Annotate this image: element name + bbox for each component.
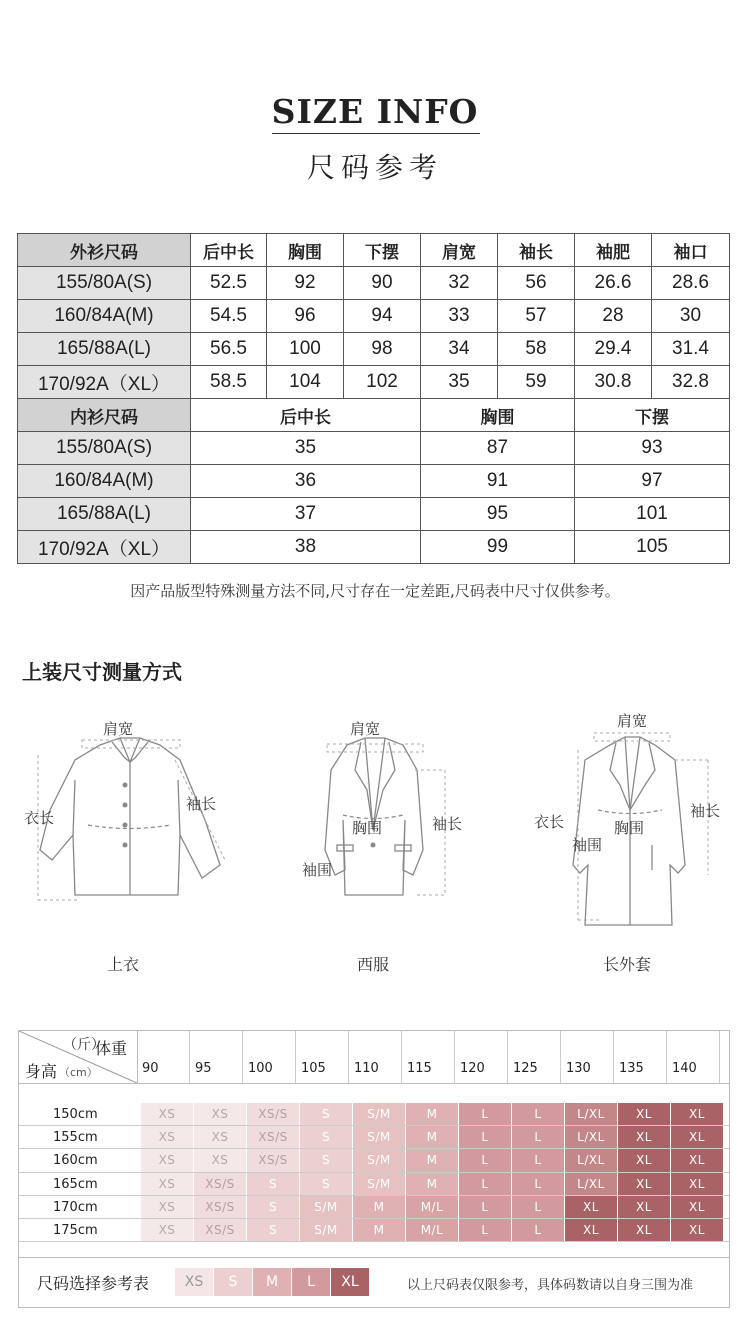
outer-value-cell: 96 — [267, 300, 344, 333]
corner-header — [19, 1031, 138, 1083]
height-value: 160cm — [53, 1153, 98, 1169]
outer-value-cell: 56 — [498, 267, 575, 300]
blazer-shoulder-label: 肩宽 — [350, 720, 381, 738]
size-cell: S — [247, 1196, 299, 1218]
outer-size-cell: 155/80A(S) — [18, 267, 191, 300]
size-cell: S — [300, 1173, 352, 1195]
measure-section-title: 上装尺寸测量方式 — [22, 660, 182, 684]
outer-value-cell: 104 — [267, 366, 344, 399]
weight-value: 115 — [407, 1061, 432, 1076]
inner-size-cell: 165/88A(L) — [18, 498, 191, 531]
size-cell: L — [512, 1149, 564, 1171]
weight-value: 130 — [566, 1061, 591, 1076]
blazer-name: 西服 — [356, 955, 389, 974]
outer-value-cell: 32.8 — [652, 366, 730, 399]
weight-column-header — [667, 1031, 720, 1083]
coat-sleeve-label: 袖长 — [690, 802, 721, 820]
size-cell: XS — [194, 1126, 246, 1148]
outer-size-cell: 160/84A(M) — [18, 300, 191, 333]
size-cell: L — [512, 1196, 564, 1218]
inner-value-cell: 97 — [575, 465, 730, 498]
size-cell: L — [512, 1126, 564, 1148]
outer-col-header: 袖长 — [498, 234, 575, 267]
outer-row — [18, 366, 730, 399]
size-cell: S/M — [300, 1219, 352, 1241]
outer-row — [18, 267, 730, 300]
inner-value-cell: 99 — [421, 531, 575, 564]
weight-value: 95 — [195, 1061, 212, 1076]
outer-value-cell: 30 — [652, 300, 730, 333]
height-label: 身高 — [25, 1062, 58, 1081]
size-cell: S/M — [353, 1173, 405, 1195]
blazer-chest-label: 胸围 — [352, 819, 383, 837]
weight-header-row — [19, 1031, 729, 1084]
size-cell: M — [406, 1149, 458, 1171]
size-cell: XS/S — [194, 1219, 246, 1241]
legend-swatch-l: L — [292, 1268, 330, 1296]
height-value: 155cm — [53, 1130, 98, 1146]
page-subtitle: 尺码参考 — [306, 151, 443, 184]
size-cell: XS — [141, 1103, 193, 1125]
size-cell: S — [247, 1219, 299, 1241]
size-cell: XS — [194, 1103, 246, 1125]
height-value: 175cm — [53, 1223, 98, 1238]
size-cell: L — [459, 1196, 511, 1218]
outer-value-cell: 57 — [498, 300, 575, 333]
outer-value-cell: 102 — [344, 366, 421, 399]
row-divider — [19, 1241, 729, 1242]
height-row-header — [19, 1103, 137, 1125]
inner-value-cell: 105 — [575, 531, 730, 564]
size-cell: L — [512, 1219, 564, 1241]
coat-name: 长外套 — [602, 955, 651, 974]
weight-column-header — [296, 1031, 349, 1083]
inner-row — [18, 498, 730, 531]
outer-row — [18, 333, 730, 366]
inner-value-cell: 95 — [421, 498, 575, 531]
height-value: 150cm — [53, 1107, 98, 1122]
size-cell: XL — [618, 1103, 670, 1125]
outer-value-cell: 30.8 — [575, 366, 652, 399]
outer-value-cell: 90 — [344, 267, 421, 300]
size-cell: M/L — [406, 1219, 458, 1241]
inner-label: 内衫尺码 — [18, 399, 191, 432]
outer-col-header: 下摆 — [344, 234, 421, 267]
title-underline — [272, 133, 480, 134]
weight-value: 110 — [354, 1061, 379, 1076]
size-cell: L — [459, 1219, 511, 1241]
outer-value-cell: 29.4 — [575, 333, 652, 366]
size-cell: XL — [618, 1149, 670, 1171]
size-cell: XL — [618, 1219, 670, 1241]
size-cell: XL — [671, 1126, 723, 1148]
size-cell: S/M — [353, 1103, 405, 1125]
size-cell: XS/S — [194, 1173, 246, 1195]
size-cell: L — [459, 1173, 511, 1195]
outer-value-cell: 26.6 — [575, 267, 652, 300]
height-row-header — [19, 1196, 137, 1218]
inner-value-cell: 36 — [191, 465, 421, 498]
weight-column-header — [349, 1031, 402, 1083]
shirt-name: 上衣 — [106, 955, 139, 974]
size-cell: XS — [141, 1219, 193, 1241]
inner-size-cell: 170/92A（XL） — [18, 531, 191, 564]
size-cell: S — [300, 1103, 352, 1125]
outer-value-cell: 35 — [421, 366, 498, 399]
outer-value-cell: 34 — [421, 333, 498, 366]
size-cell: XS — [141, 1196, 193, 1218]
size-cell: XS/S — [247, 1126, 299, 1148]
size-cell: XL — [671, 1103, 723, 1125]
outer-value-cell: 100 — [267, 333, 344, 366]
size-cell: L/XL — [565, 1149, 617, 1171]
weight-column-header — [243, 1031, 296, 1083]
outer-col-header: 袖口 — [652, 234, 730, 267]
outer-value-cell: 28 — [575, 300, 652, 333]
inner-col-header: 下摆 — [575, 399, 730, 432]
size-cell: S — [300, 1126, 352, 1148]
outer-value-cell: 59 — [498, 366, 575, 399]
size-cell: M — [353, 1196, 405, 1218]
weight-unit: （斤） — [63, 1037, 105, 1053]
height-value: 165cm — [53, 1176, 98, 1192]
outer-value-cell: 94 — [344, 300, 421, 333]
coat-cuff-label: 袖围 — [572, 836, 603, 854]
inner-size-cell: 155/80A(S) — [18, 432, 191, 465]
height-row-header — [19, 1149, 137, 1171]
weight-label: 体重 — [95, 1039, 128, 1058]
size-note: 因产品版型特殊测量方法不同,尺寸存在一定差距,尺码表中尺寸仅供参考。 — [130, 582, 620, 600]
size-cell: M — [353, 1219, 405, 1241]
size-cell: L — [459, 1126, 511, 1148]
shirt-sleeve-label: 袖长 — [186, 795, 217, 813]
outer-col-header: 袖肥 — [575, 234, 652, 267]
inner-value-cell: 91 — [421, 465, 575, 498]
outer-value-cell: 54.5 — [191, 300, 267, 333]
size-cell: L — [459, 1149, 511, 1171]
size-cell: XL — [618, 1173, 670, 1195]
size-cell: XS — [141, 1126, 193, 1148]
size-cell: L/XL — [565, 1126, 617, 1148]
height-row-header — [19, 1219, 137, 1241]
outer-col-header: 胸围 — [267, 234, 344, 267]
size-cell: M — [406, 1126, 458, 1148]
size-table-body — [18, 234, 730, 564]
outer-value-cell: 58.5 — [191, 366, 267, 399]
outer-header-row — [18, 234, 730, 267]
shirt-length-label: 衣长 — [24, 809, 55, 827]
outer-value-cell: 56.5 — [191, 333, 267, 366]
inner-value-cell: 93 — [575, 432, 730, 465]
weight-value: 135 — [619, 1061, 644, 1076]
size-cell: XL — [671, 1173, 723, 1195]
size-cell: M — [406, 1173, 458, 1195]
size-cell: M/L — [406, 1196, 458, 1218]
page-title: SIZE INFO — [271, 92, 479, 131]
size-cell: XS/S — [247, 1103, 299, 1125]
size-cell: XL — [565, 1219, 617, 1241]
inner-value-cell: 101 — [575, 498, 730, 531]
weight-column-header — [137, 1031, 190, 1083]
size-cell: XS — [141, 1173, 193, 1195]
legend-footnote: 以上尺码表仅限参考，具体码数请以自身三围为准 — [407, 1278, 694, 1293]
weight-value: 105 — [301, 1061, 326, 1076]
legend-swatch-xs: XS — [175, 1268, 213, 1296]
weight-value: 125 — [513, 1061, 538, 1076]
outer-value-cell: 32 — [421, 267, 498, 300]
weight-column-header — [508, 1031, 561, 1083]
outer-col-header: 后中长 — [191, 234, 267, 267]
size-cell: XL — [565, 1196, 617, 1218]
blazer-cuff-label: 袖围 — [302, 861, 333, 879]
size-cell: XL — [671, 1196, 723, 1218]
legend-swatch-s: S — [214, 1268, 252, 1296]
size-cell: S/M — [353, 1149, 405, 1171]
size-cell: XS/S — [247, 1149, 299, 1171]
inner-value-cell: 87 — [421, 432, 575, 465]
inner-row — [18, 465, 730, 498]
inner-row — [18, 432, 730, 465]
height-row-header — [19, 1173, 137, 1195]
size-cell: XL — [671, 1149, 723, 1171]
coat-shoulder-label: 肩宽 — [617, 712, 648, 730]
outer-value-cell: 58 — [498, 333, 575, 366]
height-row-header — [19, 1126, 137, 1148]
size-cell: S — [247, 1173, 299, 1195]
weight-value: 90 — [142, 1061, 159, 1076]
size-cell: XS — [194, 1149, 246, 1171]
outer-size-cell: 165/88A(L) — [18, 333, 191, 366]
outer-value-cell: 33 — [421, 300, 498, 333]
legend-row — [19, 1257, 729, 1308]
outer-size-cell: 170/92A（XL） — [18, 366, 191, 399]
outer-row — [18, 300, 730, 333]
size-cell: L — [459, 1103, 511, 1125]
size-table — [17, 233, 730, 564]
size-cell: L/XL — [565, 1173, 617, 1195]
inner-value-cell: 35 — [191, 432, 421, 465]
size-cell: S/M — [353, 1126, 405, 1148]
legend-swatch-xl: XL — [331, 1268, 369, 1296]
inner-col-header: 胸围 — [421, 399, 575, 432]
outer-value-cell: 28.6 — [652, 267, 730, 300]
size-cell: M — [406, 1103, 458, 1125]
height-value: 170cm — [53, 1199, 98, 1215]
inner-size-cell: 160/84A(M) — [18, 465, 191, 498]
inner-row — [18, 531, 730, 564]
blazer-sleeve-label: 袖长 — [432, 815, 463, 833]
size-cell: XL — [618, 1196, 670, 1218]
coat-length-label: 衣长 — [534, 813, 565, 831]
legend-swatch-m: M — [253, 1268, 291, 1296]
outer-value-cell: 92 — [267, 267, 344, 300]
legend-label: 尺码选择参考表 — [37, 1274, 150, 1293]
size-cell: L — [512, 1173, 564, 1195]
weight-value: 120 — [460, 1061, 485, 1076]
size-cell: XL — [671, 1219, 723, 1241]
weight-value: 100 — [248, 1061, 273, 1076]
weight-column-header — [561, 1031, 614, 1083]
weight-value: 140 — [672, 1061, 697, 1076]
outer-value-cell: 31.4 — [652, 333, 730, 366]
outer-value-cell: 52.5 — [191, 267, 267, 300]
inner-col-header: 后中长 — [191, 399, 421, 432]
size-recommendation-chart — [18, 1030, 730, 1308]
weight-column-header — [614, 1031, 667, 1083]
height-unit: （cm） — [59, 1066, 98, 1079]
weight-column-header — [455, 1031, 508, 1083]
outer-label: 外衫尺码 — [18, 234, 191, 267]
inner-header-row — [18, 399, 730, 432]
shirt-shoulder-label: 肩宽 — [103, 720, 134, 738]
weight-column-header — [402, 1031, 455, 1083]
size-cell: XS/S — [194, 1196, 246, 1218]
outer-col-header: 肩宽 — [421, 234, 498, 267]
size-cell: L/XL — [565, 1103, 617, 1125]
size-cell: XS — [141, 1149, 193, 1171]
outer-value-cell: 98 — [344, 333, 421, 366]
inner-value-cell: 38 — [191, 531, 421, 564]
weight-column-header — [190, 1031, 243, 1083]
size-cell: L — [512, 1103, 564, 1125]
size-cell: XL — [618, 1126, 670, 1148]
size-cell: S/M — [300, 1196, 352, 1218]
inner-value-cell: 37 — [191, 498, 421, 531]
size-cell: S — [300, 1149, 352, 1171]
coat-chest-label: 胸围 — [614, 819, 645, 837]
